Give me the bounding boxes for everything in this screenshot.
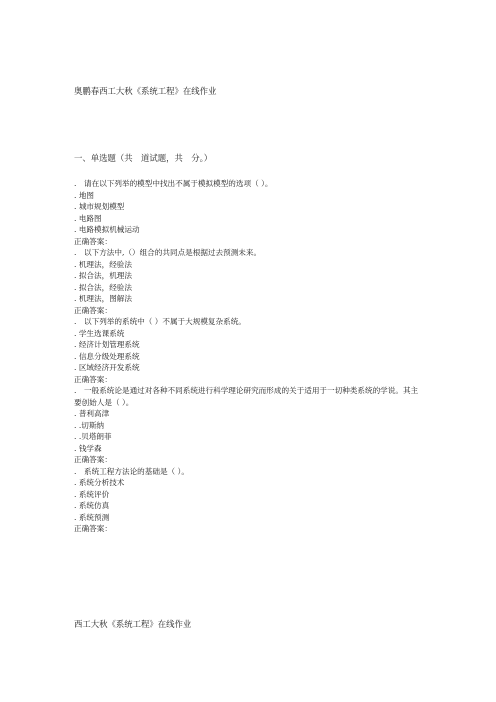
question-3	[74, 316, 424, 385]
question-4	[74, 385, 424, 466]
question-stem: . 系统工程方法论的基础是（ ）。	[74, 466, 189, 476]
option-c: . 信息分级处理系统	[74, 351, 140, 361]
question-2	[74, 247, 424, 316]
option-c: . 电路图	[74, 213, 102, 223]
option-b: . 拟合法，机理法	[74, 271, 132, 280]
option-c: . 系统仿真	[74, 501, 110, 510]
option-a: . 学生选课系统	[74, 328, 125, 338]
option-d: . 区域经济开发系统	[74, 363, 140, 372]
answer-label: 正确答案：	[74, 455, 112, 464]
question-stem: . 请在以下列举的模型中找出不属于模拟模型的选项（ ）。	[74, 179, 273, 188]
option-c: . 拟合法，经验法	[74, 282, 132, 292]
section-heading: 一、单选题（共 道试题，共 分。）	[74, 153, 213, 163]
option-b: . 系统评价	[74, 489, 110, 499]
option-a: . 机理法，经验法	[74, 259, 132, 269]
answer-label: 正确答案：	[74, 524, 112, 533]
option-c: . .贝塔朗菲	[74, 432, 112, 441]
option-b: . 城市规划模型	[74, 202, 125, 211]
option-d: . 电路模拟机械运动	[74, 225, 140, 234]
option-b: . .切斯纳	[74, 420, 105, 430]
answer-label: 正确答案：	[74, 236, 112, 246]
option-d: . 机理法，图解法	[74, 294, 132, 303]
question-5	[74, 466, 424, 535]
answer-label: 正确答案：	[74, 305, 112, 315]
option-d: . 系统预测	[74, 512, 110, 522]
document-title: 奥鹏春西工大秋《系统工程》在线作业	[74, 86, 217, 96]
footer-title: 西工大秋《系统工程》在线作业	[74, 619, 192, 629]
question-1	[74, 178, 424, 247]
option-d: . 钱学森	[74, 443, 102, 453]
question-list	[74, 178, 424, 535]
answer-label: 正确答案：	[74, 374, 112, 384]
option-a: . 系统分析技术	[74, 478, 125, 487]
option-a: . 普利高津	[74, 409, 110, 418]
question-stem: . 以下方法中,（）组合的共同点是根据过去预测未来。	[74, 248, 262, 257]
option-a: . 地图	[74, 190, 95, 200]
question-stem: . 以下列举的系统中（ ）不属于大规模复杂系统。	[74, 317, 246, 326]
question-stem: . 一般系统论是通过对各种不同系统进行科学理论研究而形成的关于适用于一切种类系统的学说。其主要创始人是（ ）。	[74, 386, 419, 407]
option-b: . 经济计划管理系统	[74, 340, 140, 349]
